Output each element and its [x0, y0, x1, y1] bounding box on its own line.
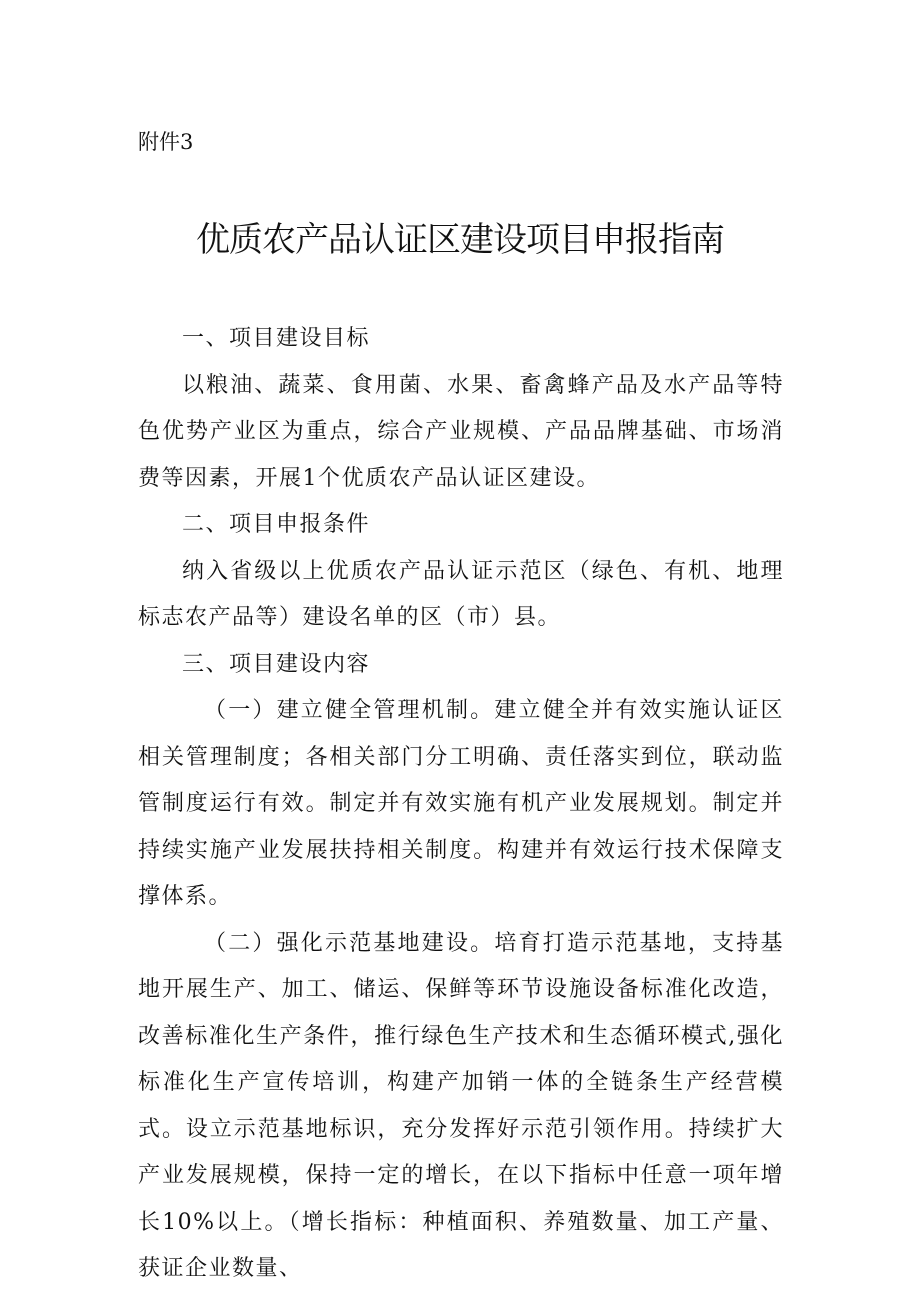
attachment-label: 附件3 [138, 130, 194, 154]
section-2-paragraph: 纳入省级以上优质农产品认证示范区（绿色、有机、地理标志农产品等）建设名单的区（市）县。 [138, 558, 784, 630]
section-3-item-1: （一）建立健全管理机制。建立健全并有效实施认证区相关管理制度；各相关部门分工明确、责任落实到位，联动监管制度运行有效。制定并有效实施有机产业发展规划。制定并持续实施产业发展扶持相关制度。构建并有效运行技术保障支撑体系。 [138, 698, 784, 909]
section-2-heading: 二、项目申报条件 [182, 512, 371, 537]
section-1-paragraph: 以粮油、蔬菜、食用菌、水果、畜禽蜂产品及水产品等特色优势产业区为重点，综合产业规模、产品品牌基础、市场消费等因素，开展1个优质农产品认证区建设。 [138, 372, 784, 491]
document-body [138, 316, 784, 1293]
section-3-item-2: （二）强化示范基地建设。培育打造示范基地，支持基地开展生产、加工、储运、保鲜等环节设施设备标准化改造，改善标准化生产条件，推行绿色生产技术和生态循环模式,强化标准化生产宣传培训，构建产加销一体的全链条生产经营模式。设立示范基地标识，充分发挥好示范引领作用。持续扩大产业发展规模，保持一定的增长，在以下指标中任意一项年增长10%以上。（增长指标：种植面积、养殖数量、加工产量、获证企业数量、 [138, 930, 784, 1281]
section-1-heading: 一、项目建设目标 [182, 326, 371, 351]
section-3-heading: 三、项目建设内容 [182, 651, 371, 677]
document-title: 优质农产品认证区建设项目申报指南 [196, 220, 724, 260]
